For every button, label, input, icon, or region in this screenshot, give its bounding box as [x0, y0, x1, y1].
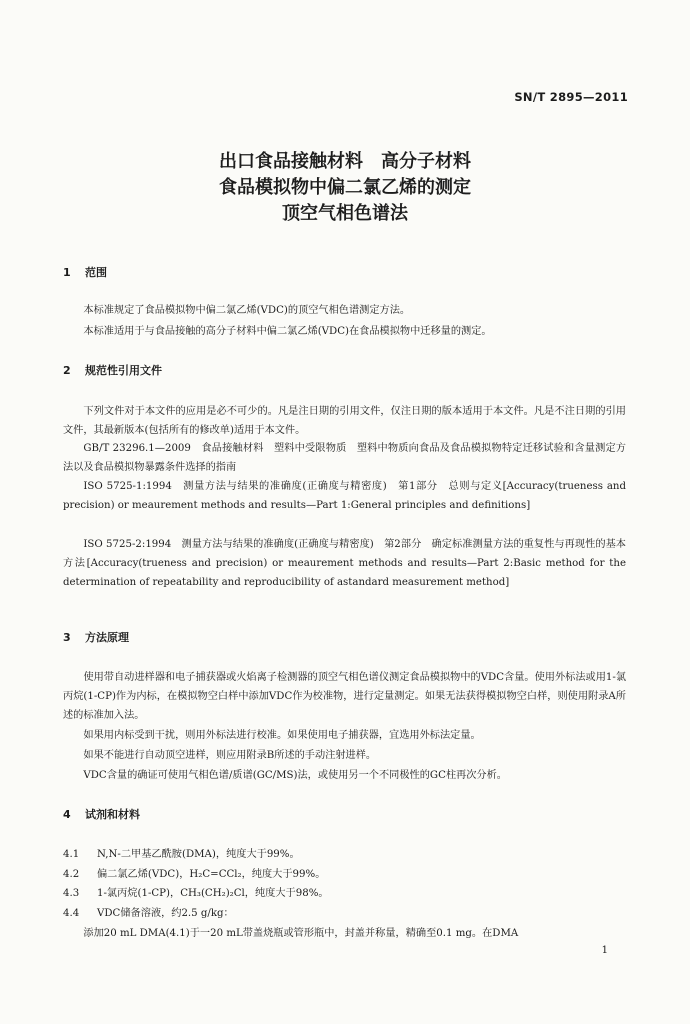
section-title: 试剂和材料 — [85, 808, 140, 821]
section-1-heading — [63, 266, 107, 280]
item-text: N,N-二甲基乙酰胺(DMA)，纯度大于99%。 — [97, 849, 300, 860]
section-3-paragraph-2: 如果用内标受到干扰，则用外标法进行校准。如果使用电子捕获器，宜选用外标法定量。 — [83, 730, 481, 741]
item-number: 4.3 — [63, 888, 80, 899]
document-title-line-2: 食品模拟物中偏二氯乙烯的测定 — [219, 177, 471, 198]
item-number: 4.2 — [63, 869, 80, 880]
section-number: 1 — [63, 266, 71, 279]
section-2-paragraph-1: 下列文件对于本文件的应用是必不可少的。凡是注日期的引用文件，仅注日期的版本适用于本文件。凡是不注日期的引用文件，其最新版本(包括所有的修改单)适用于本文件。 — [63, 406, 626, 436]
section-1-paragraph-1: 本标准规定了食品模拟物中偏二氯乙烯(VDC)的顶空气相色谱测定方法。 — [83, 305, 411, 316]
document-title-line-3: 顶空气相色谱法 — [282, 203, 408, 224]
list-item-4-4 — [63, 904, 626, 923]
document-title-line-1: 出口食品接触材料 高分子材料 — [219, 151, 471, 172]
section-title: 方法原理 — [85, 631, 129, 644]
list-item-4-1 — [63, 845, 626, 864]
page-number: 1 — [601, 945, 608, 956]
section-number: 2 — [63, 364, 71, 377]
list-item-4-3 — [63, 884, 626, 903]
item-text: 1-氯丙烷(1-CP)，CH₃(CH₂)₂Cl，纯度大于98%。 — [97, 888, 329, 899]
section-3-paragraph-3: 如果不能进行自动顶空进样，则应用附录B所述的手动注射进样。 — [83, 750, 377, 761]
section-4-paragraph: 添加20 mL DMA(4.1)于一20 mL带盖烧瓶或管形瓶中，封盖并称量，精确至0.1 mg。在DMA — [83, 928, 519, 939]
item-number: 4.1 — [63, 849, 80, 860]
standard-code: SN/T 2895—2011 — [514, 90, 628, 104]
section-title: 范围 — [85, 266, 107, 279]
section-2-reference-iso-5725-1: ISO 5725-1:1994 测量方法与结果的准确度(正确度与精密度) 第1部分 总则与定义[Accuracy(trueness and precision) or meaurement methods and results—Part 1:General principles and definitions] — [63, 481, 626, 511]
section-2-reference-iso-5725-2: ISO 5725-2:1994 测量方法与结果的准确度(正确度与精密度) 第2部分 确定标准测量方法的重复性与再现性的基本方法[Accuracy(trueness and precision) or meaurement methods and results—Part 2:Basic method for the determination of repeatability and reproducibility of astandard measurement method] — [63, 539, 626, 588]
section-3-paragraph-1: 使用带自动进样器和电子捕获器或火焰离子检测器的顶空气相色谱仪测定食品模拟物中的VDC含量。使用外标法或用1-氯丙烷(1-CP)作为内标，在模拟物空白样中添加VDC作为校准物，进行定量测定。如果无法获得模拟物空白样，则使用附录A所述的标准加入法。 — [63, 672, 626, 721]
section-2-heading — [63, 364, 162, 378]
section-1-paragraph-2: 本标准适用于与食品接触的高分子材料中偏二氯乙烯(VDC)在食品模拟物中迁移量的测定。 — [83, 326, 492, 337]
section-2-reference-gbt-23296: GB/T 23296.1—2009 食品接触材料 塑料中受限物质 塑料中物质向食品及食品模拟物特定迁移试验和含量测定方法以及食品模拟物暴露条件选择的指南 — [63, 443, 626, 473]
list-item-4-2 — [63, 865, 626, 884]
section-3-paragraph-4: VDC含量的确证可使用气相色谱/质谱(GC/MS)法，或使用另一个不同极性的GC柱再次分析。 — [83, 770, 507, 781]
section-title: 规范性引用文件 — [85, 364, 162, 377]
item-text: VDC储备溶液，约2.5 g/kg： — [97, 908, 234, 919]
item-number: 4.4 — [63, 908, 80, 919]
item-text: 偏二氯乙烯(VDC)，H₂C=CCl₂，纯度大于99%。 — [97, 869, 326, 880]
section-4-heading — [63, 808, 140, 822]
section-number: 3 — [63, 631, 71, 644]
section-3-heading — [63, 631, 129, 645]
section-number: 4 — [63, 808, 71, 821]
